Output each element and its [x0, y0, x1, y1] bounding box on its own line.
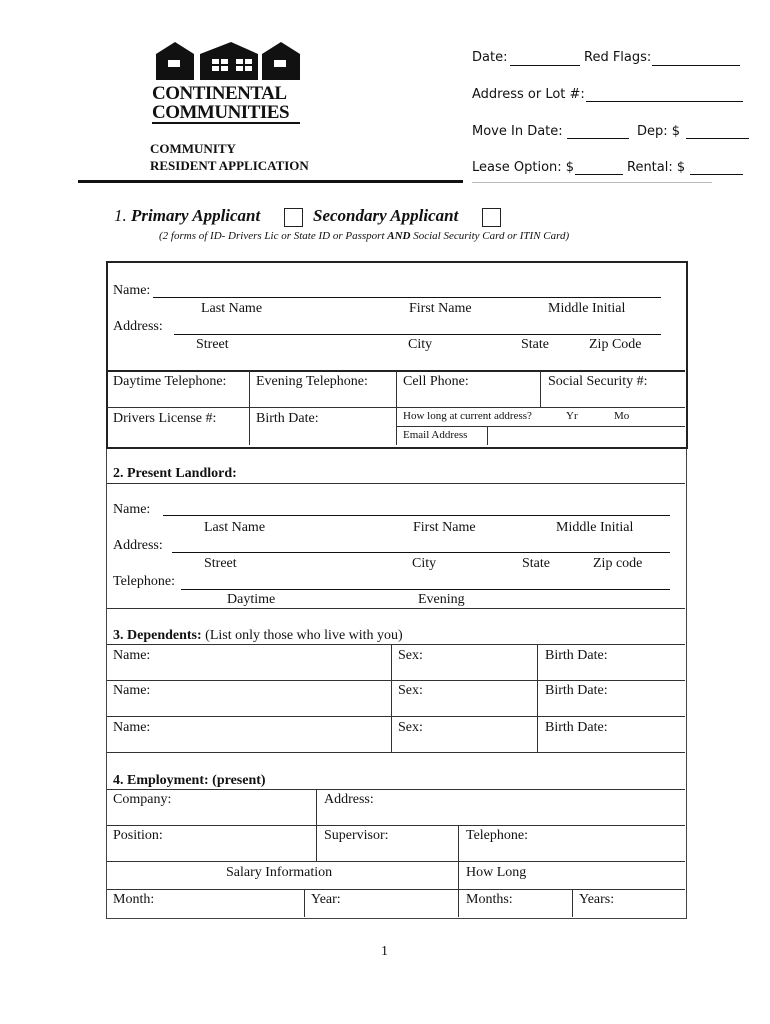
applicant-name-label: Name:	[113, 283, 151, 298]
drivers-license-cell[interactable]: Drivers License #:	[113, 411, 217, 426]
deposit-label: Dep: $	[637, 124, 681, 139]
company-cell[interactable]: Company:	[113, 792, 172, 807]
secondary-applicant-checkbox[interactable]	[482, 208, 501, 227]
date-label: Date:	[472, 50, 508, 65]
months-at-address-label: Mo	[614, 410, 630, 422]
landlord-daytime-caption: Daytime	[227, 592, 276, 607]
birth-date-cell[interactable]: Birth Date:	[256, 411, 319, 426]
ssn-cell[interactable]: Social Security #:	[548, 374, 648, 389]
landlord-street-caption: Street	[204, 556, 237, 571]
dependent-sex-cell[interactable]: Sex:	[398, 720, 423, 735]
how-long-label: How long at current address?	[403, 410, 532, 422]
applicant-name-field[interactable]	[153, 297, 661, 298]
landlord-middle-initial-caption: Middle Initial	[556, 520, 634, 535]
secondary-applicant-label: Secondary Applicant	[313, 206, 459, 225]
move-in-label: Move In Date:	[472, 124, 563, 139]
dependent-birth-cell[interactable]: Birth Date:	[545, 683, 608, 698]
position-cell[interactable]: Position:	[113, 828, 163, 843]
employed-years-cell[interactable]: Years:	[579, 892, 615, 907]
lease-option-field[interactable]	[575, 174, 623, 175]
dependent-name-cell[interactable]: Name:	[113, 648, 151, 663]
how-long-employed-label: How Long	[466, 865, 527, 880]
red-flags-field[interactable]	[652, 65, 740, 66]
landlord-first-name-caption: First Name	[413, 520, 476, 535]
form-title-line1: COMMUNITY	[150, 141, 236, 156]
form-title-line2: RESIDENT APPLICATION	[150, 158, 309, 173]
employer-telephone-cell[interactable]: Telephone:	[466, 828, 528, 843]
deposit-field[interactable]	[686, 138, 749, 139]
dependent-birth-cell[interactable]: Birth Date:	[545, 648, 608, 663]
middle-initial-caption: Middle Initial	[548, 301, 626, 316]
section1-number: 1.	[114, 206, 127, 225]
logo-line2: COMMUNITIES	[152, 102, 290, 123]
applicant-address-field[interactable]	[174, 334, 661, 335]
zip-caption: Zip Code	[589, 337, 642, 352]
present-landlord-heading: 2. Present Landlord:	[113, 466, 237, 481]
landlord-evening-caption: Evening	[418, 592, 465, 607]
landlord-state-caption: State	[522, 556, 550, 571]
landlord-name-label: Name:	[113, 502, 151, 517]
state-caption: State	[521, 337, 549, 352]
rental-label: Rental: $	[627, 160, 686, 175]
date-field[interactable]	[510, 65, 580, 66]
dependent-name-cell[interactable]: Name:	[113, 720, 151, 735]
landlord-city-caption: City	[412, 556, 437, 571]
logo-line1: CONTINENTAL	[152, 83, 287, 104]
address-lot-field[interactable]	[586, 101, 743, 102]
email-field[interactable]	[488, 427, 684, 444]
first-name-caption: First Name	[409, 301, 472, 316]
daytime-telephone-cell[interactable]: Daytime Telephone:	[113, 374, 227, 389]
cell-phone-cell[interactable]: Cell Phone:	[403, 374, 469, 389]
applicant-address-label: Address:	[113, 319, 163, 334]
landlord-address-label: Address:	[113, 538, 163, 553]
company-logo	[152, 40, 302, 126]
dependent-sex-cell[interactable]: Sex:	[398, 648, 423, 663]
salary-information-label: Salary Information	[226, 865, 333, 880]
dependent-birth-cell[interactable]: Birth Date:	[545, 720, 608, 735]
red-flags-label: Red Flags:	[584, 50, 652, 65]
supervisor-cell[interactable]: Supervisor:	[324, 828, 389, 843]
city-caption: City	[408, 337, 433, 352]
primary-applicant-checkbox[interactable]	[284, 208, 303, 227]
lease-option-label: Lease Option: $	[472, 160, 575, 175]
employer-address-cell[interactable]: Address:	[324, 792, 374, 807]
landlord-name-field[interactable]	[163, 515, 670, 516]
move-in-field[interactable]	[567, 138, 629, 139]
email-label: Email Address	[403, 429, 468, 441]
address-lot-label: Address or Lot #:	[472, 87, 585, 102]
employed-months-cell[interactable]: Months:	[466, 892, 513, 907]
rental-field[interactable]	[690, 174, 743, 175]
landlord-address-field[interactable]	[172, 552, 670, 553]
employment-heading: 4. Employment: (present)	[113, 773, 266, 788]
landlord-telephone-label: Telephone:	[113, 574, 175, 589]
last-name-caption: Last Name	[201, 301, 263, 316]
evening-telephone-cell[interactable]: Evening Telephone:	[256, 374, 368, 389]
page-number: 1	[381, 944, 388, 959]
salary-year-cell[interactable]: Year:	[311, 892, 341, 907]
primary-applicant-label: Primary Applicant	[131, 206, 261, 225]
landlord-zip-caption: Zip code	[593, 556, 643, 571]
dependent-name-cell[interactable]: Name:	[113, 683, 151, 698]
landlord-telephone-field[interactable]	[181, 589, 670, 590]
dependent-sex-cell[interactable]: Sex:	[398, 683, 423, 698]
dependents-heading: 3. Dependents: (List only those who live with you)	[113, 628, 403, 643]
id-requirements-note: (2 forms of ID- Drivers Lic or State ID or Passport AND Social Security Card or ITIN Card)	[159, 230, 570, 242]
salary-month-cell[interactable]: Month:	[113, 892, 155, 907]
houses-icon	[154, 40, 302, 82]
landlord-last-name-caption: Last Name	[204, 520, 266, 535]
years-at-address-label: Yr	[566, 410, 578, 422]
street-caption: Street	[196, 337, 229, 352]
